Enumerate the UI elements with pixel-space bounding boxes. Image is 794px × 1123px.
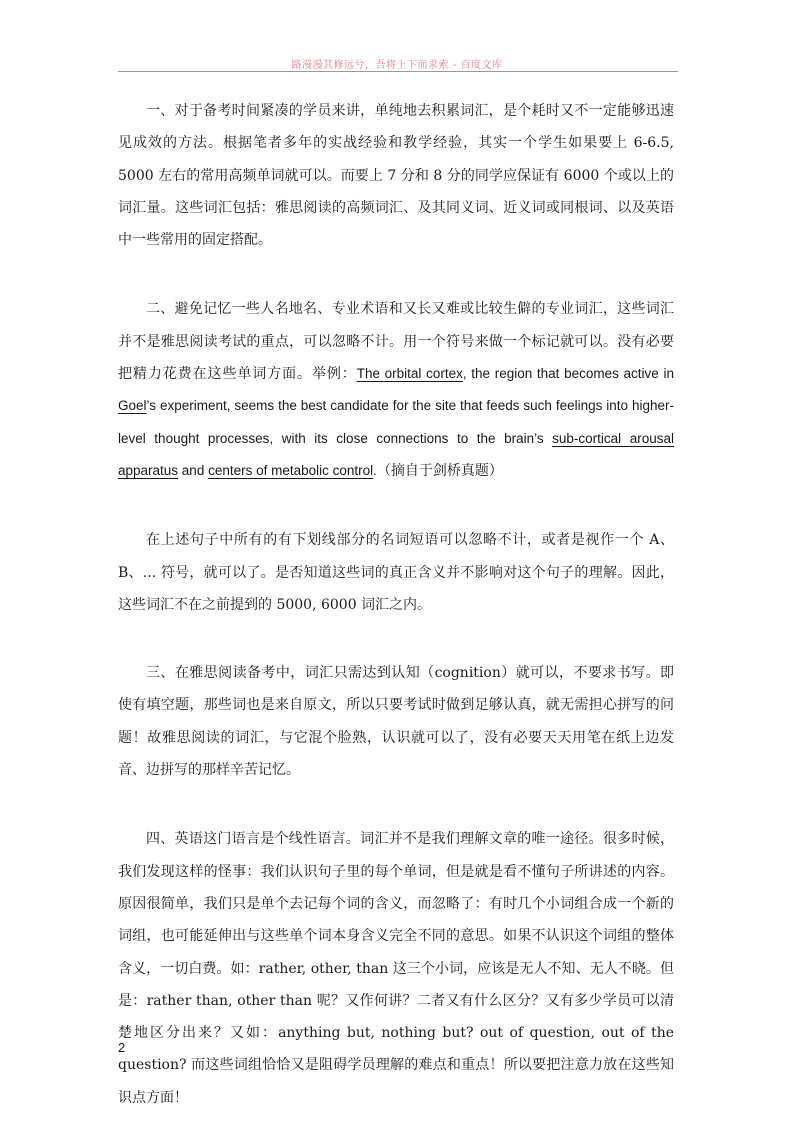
example-text-1: , the region that becomes active in	[462, 366, 674, 382]
page-number: 2	[118, 1040, 126, 1055]
paragraph-3: 在上述句子中所有的有下划线部分的名词短语可以忽略不计，或者是视作一个 A、B、... 符号，就可以了。是否知道这些词的真正含义并不影响对这个句子的理解。因此，这些词汇不在之前提到的 5000, 6000 词汇之内。	[118, 532, 674, 613]
header-divider	[118, 71, 678, 72]
paragraph-5: 四、英语这门语言是个线性语言。词汇并不是我们理解文章的唯一途径。很多时候，我们发现这样的怪事：我们认识句子里的每个单词，但是就是看不懂句子所讲述的内容。原因很简单，我们只是单个去记每个词的含义，而忽略了：有时几个小词组合成一个新的词组，也可能延伸出与这些单个词本身含义完全不同的意思。如果不认识这个词组的整体含义，一切白费。如：rather, other, than 这三个小词，应该是无人不知、无人不晓。但是：rather than, other than 呢？又作何讲？二者又有什么区分？又有多少学员可以清楚地区分出来？又如：anything but, nothing but? out of question, out of the question? 而这些词组恰恰又是阻碍学员理解的难点和重点！所以要把注意力放在这些知识点方面！	[118, 831, 674, 1106]
underlined-term-orbital-cortex: The orbital cortex	[356, 366, 463, 382]
example-text-4: .	[373, 462, 377, 478]
example-text-2: ’s experiment, seems the best candidate for the site that feeds such feelings into higher-level thought processes, with its close connections to the brain’s	[118, 398, 674, 446]
underlined-term-metabolic-control: centers of metabolic control	[208, 462, 374, 478]
paragraph-2	[118, 293, 674, 487]
document-body	[118, 95, 674, 1114]
page-header: 路漫漫其修远兮，吾将上下而求索 - 百度文库	[291, 60, 503, 71]
example-text-3: and	[178, 462, 209, 478]
example-source: （摘自于剑桥真题）	[376, 462, 503, 479]
paragraph-2-intro: 二、避免记忆一些人名地名、专业术语和又长又难或比较生僻的专业词汇，这些词汇并不是雅思阅读考试的重点，可以忽略不计。用一个符号来做一个标记就可以。没有必要把精力花费在这些单词方面。举例：	[118, 301, 674, 383]
paragraph-4: 三、在雅思阅读备考中，词汇只需达到认知（cognition）就可以，不要求书写。即使有填空题，那些词也是来自原文，所以只要考试时做到足够认真，就无需担心拼写的问题！故雅思阅读的词汇，与它混个脸熟，认识就可以了，没有必要天天用笔在纸上边发音、边拼写的那样辛苦记忆。	[118, 665, 674, 779]
paragraph-1: 一、对于备考时间紧凑的学员来讲，单纯地去积累词汇，是个耗时又不一定能够迅速见成效的方法。根据笔者多年的实战经验和教学经验，其实一个学生如果要上 6-6.5, 5000 左右的常用高频单词就可以。而要上 7 分和 8 分的同学应保证有 6000 个或以上的词汇量。这些词汇包括：雅思阅读的高频词汇、及其同义词、近义词或同根词、以及英语中一些常用的固定搭配。	[118, 103, 674, 249]
underlined-term-goel: Goel	[118, 398, 147, 414]
underlined-term-sub-cortical: sub-cortical arousal apparatus	[118, 430, 674, 478]
